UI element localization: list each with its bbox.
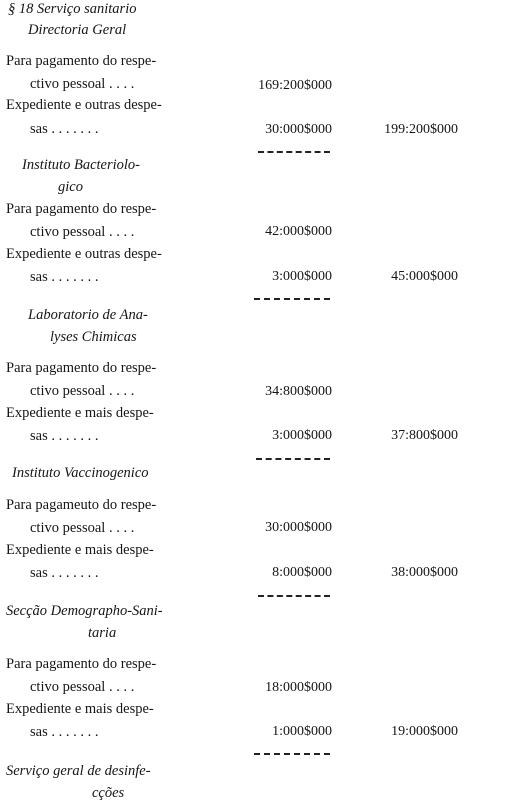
subtotal: 45:000$000 xyxy=(391,269,458,284)
section-heading: § 18 Serviço sanitario xyxy=(8,1,137,17)
item-line: sas . . . . . . . xyxy=(30,269,99,285)
block-title: Serviço geral de desinfe- xyxy=(6,763,151,779)
amount: 30:000$000 xyxy=(265,520,332,535)
block-title: Instituto Bacteriolo- xyxy=(22,157,140,173)
amount: 8:000$000 xyxy=(272,565,332,580)
item-line: ctivo pessoal . . . . xyxy=(30,224,135,240)
item-line: sas . . . . . . . xyxy=(30,565,99,581)
amount: 18:000$000 xyxy=(265,680,332,695)
item-line: sas . . . . . . . xyxy=(30,121,99,137)
amount: 169:200$000 xyxy=(258,78,332,93)
subtotal: 199:200$000 xyxy=(384,122,458,137)
block-title: Laboratorio de Ana- xyxy=(28,307,148,323)
subtotal-rule xyxy=(258,595,330,597)
amount: 1:000$000 xyxy=(272,724,332,739)
amount: 42:000$000 xyxy=(265,224,332,239)
item-line: ctivo pessoal . . . . xyxy=(30,679,135,695)
block-title: gico xyxy=(58,179,83,195)
item-line: Expediente e outras despe- xyxy=(6,97,162,113)
section-subheading: Directoria Geral xyxy=(28,22,127,38)
item-line: Para pagameuto do respe- xyxy=(6,497,157,513)
block-title: Secção Demographo-Sani- xyxy=(6,603,163,619)
item-line: Para pagamento do respe- xyxy=(6,53,157,69)
block-title: lyses Chimicas xyxy=(50,329,137,345)
subtotal-rule xyxy=(254,753,330,755)
item-line: ctivo pessoal . . . . xyxy=(30,520,135,536)
subtotal: 38:000$000 xyxy=(391,565,458,580)
subtotal-rule xyxy=(254,298,330,300)
item-line: Expediente e outras despe- xyxy=(6,246,162,262)
subtotal: 37:800$000 xyxy=(391,428,458,443)
block-title: cções xyxy=(92,785,125,801)
amount: 3:000$000 xyxy=(272,269,332,284)
amount: 34:800$000 xyxy=(265,384,332,399)
item-line: Para pagamento do respe- xyxy=(6,360,157,376)
block-title: Instituto Vaccinogenico xyxy=(12,465,149,481)
item-line: Para pagamento do respe- xyxy=(6,656,157,672)
subtotal-rule xyxy=(258,151,330,153)
subtotal-rule xyxy=(256,458,330,460)
item-line: ctivo pessoal . . . . xyxy=(30,383,135,399)
block-title: taria xyxy=(88,625,117,641)
amount: 30:000$000 xyxy=(265,122,332,137)
item-line: Expediente e mais despe- xyxy=(6,542,154,558)
item-line: Expediente e mais despe- xyxy=(6,405,154,421)
item-line: ctivo pessoal . . . . xyxy=(30,76,135,92)
amount: 3:000$000 xyxy=(272,428,332,443)
item-line: Para pagamento do respe- xyxy=(6,201,157,217)
item-line: sas . . . . . . . xyxy=(30,724,99,740)
item-line: sas . . . . . . . xyxy=(30,428,99,444)
item-line: Expediente e mais despe- xyxy=(6,701,154,717)
subtotal: 19:000$000 xyxy=(391,724,458,739)
